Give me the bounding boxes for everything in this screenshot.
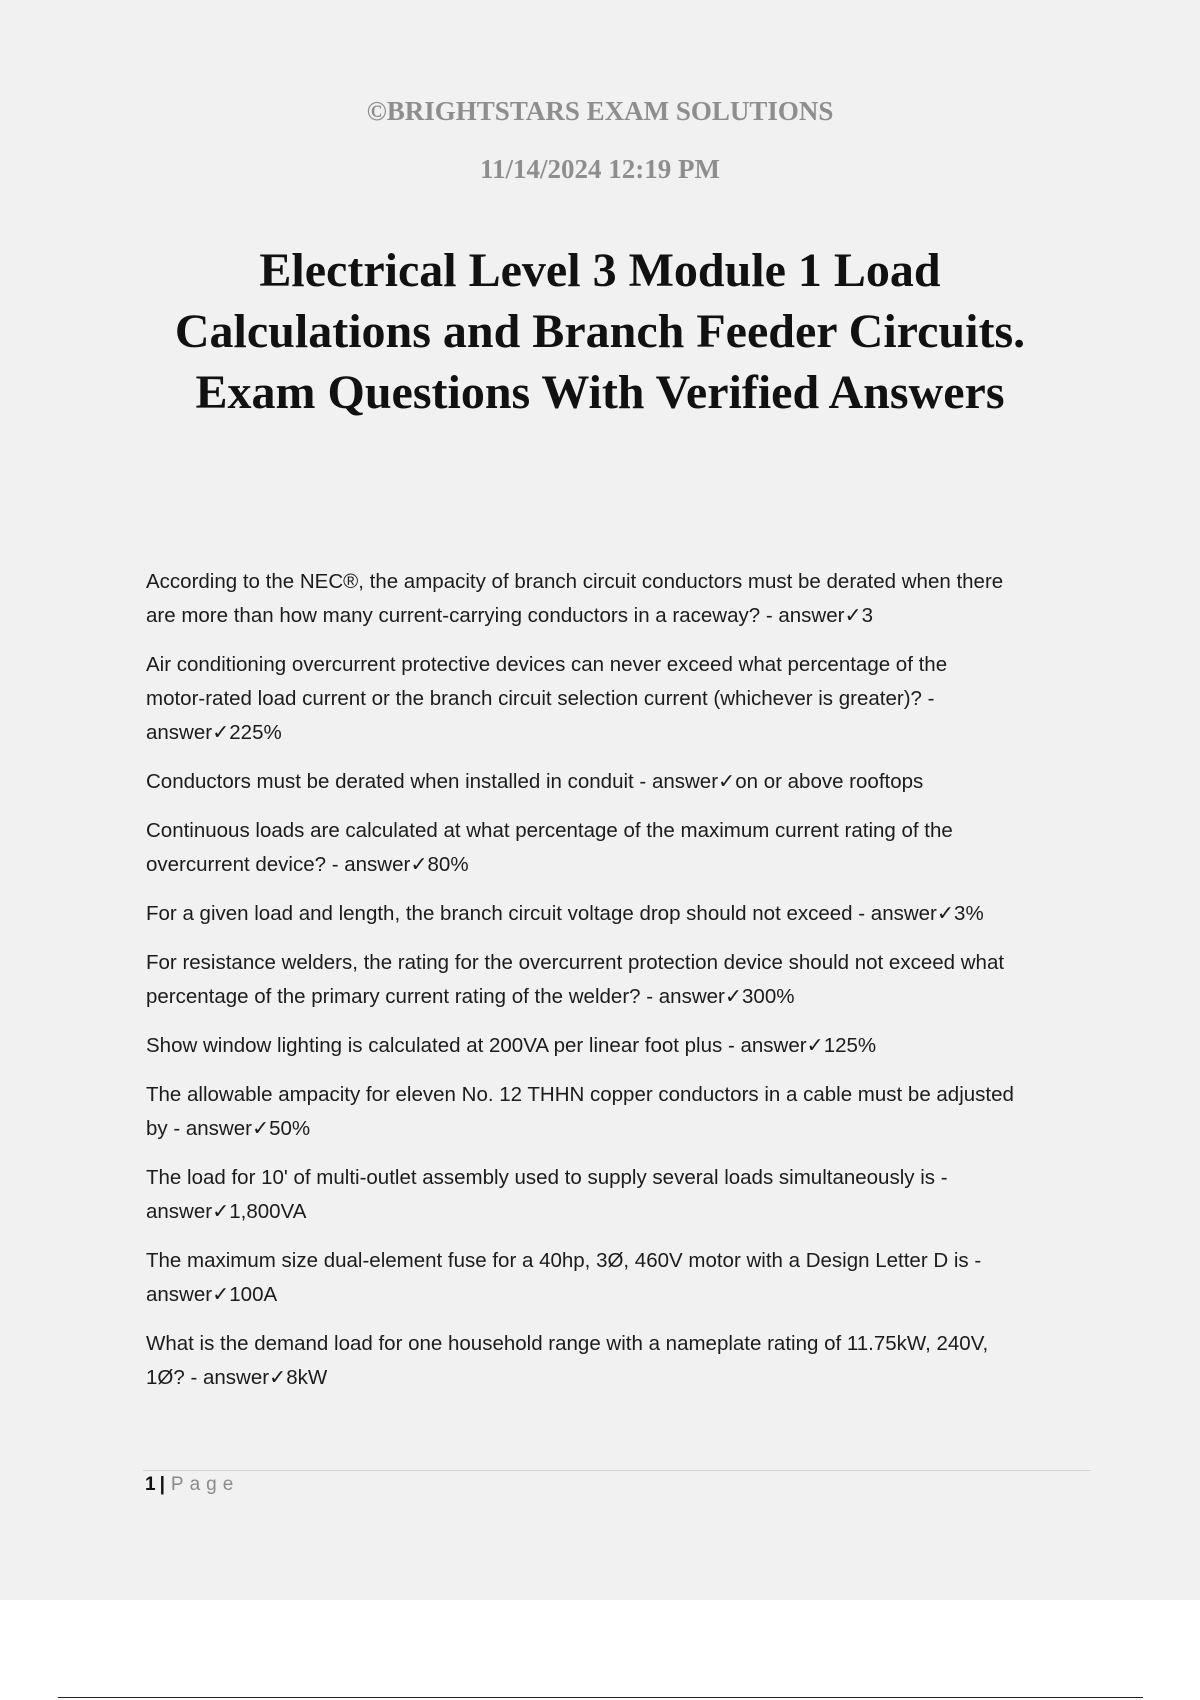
page-label: Page [170, 1474, 240, 1495]
qa-text-line: by - answer✓50% [146, 1117, 311, 1140]
qa-text-line: are more than how many current-carrying conductors in a raceway? - answer✓3 [146, 604, 874, 627]
question-answer-list [146, 565, 1106, 1410]
qa-text-line: percentage of the primary current rating of the welder? - answer✓300% [146, 985, 795, 1008]
bottom-divider [58, 1697, 1143, 1698]
qa-item [146, 1161, 1106, 1229]
qa-text-line: The maximum size dual-element fuse for a 40hp, 3Ø, 460V motor with a Design Letter D is - [146, 1249, 982, 1272]
qa-text-line: Continuous loads are calculated at what percentage of the maximum current rating of the [146, 819, 953, 842]
qa-item [146, 1244, 1106, 1312]
qa-text-line: According to the NEC®, the ampacity of branch circuit conductors must be derated when there [146, 570, 1004, 593]
qa-item [146, 814, 1106, 882]
qa-item [146, 1078, 1106, 1146]
qa-text-line: The load for 10' of multi-outlet assembly used to supply several loads simultaneously is - [146, 1166, 948, 1189]
qa-item [146, 1029, 1106, 1063]
qa-text-line: Air conditioning overcurrent protective devices can never exceed what percentage of the [146, 653, 948, 676]
page-number: 1 [145, 1474, 156, 1495]
title-line: Calculations and Branch Feeder Circuits. [174, 305, 1026, 358]
footer-divider [143, 1470, 1091, 1471]
qa-item [146, 648, 1106, 750]
qa-text-line: answer✓1,800VA [146, 1200, 307, 1223]
qa-text-line: For resistance welders, the rating for the overcurrent protection device should not exceed what [146, 951, 1005, 974]
qa-item [146, 897, 1106, 931]
qa-text-line: overcurrent device? - answer✓80% [146, 853, 469, 876]
title-line: Exam Questions With Verified Answers [195, 366, 1005, 419]
qa-text-line: answer✓100A [146, 1283, 278, 1306]
qa-item [146, 1327, 1106, 1395]
qa-text-line: 1Ø? - answer✓8kW [146, 1366, 328, 1389]
qa-text-line: Conductors must be derated when installed in conduit - answer✓on or above rooftops [146, 770, 924, 793]
qa-text-line: What is the demand load for one household range with a nameplate rating of 11.75kW, 240V, [146, 1332, 989, 1355]
page-footer [145, 1474, 239, 1496]
page-separator: | [159, 1474, 165, 1495]
qa-text-line: motor-rated load current or the branch circuit selection current (whichever is greater)? - [146, 687, 935, 710]
qa-text-line: The allowable ampacity for eleven No. 12 THHN copper conductors in a cable must be adjusted [146, 1083, 1014, 1106]
qa-item [146, 946, 1106, 1014]
qa-text-line: Show window lighting is calculated at 200VA per linear foot plus - answer✓125% [146, 1034, 877, 1057]
qa-text-line: For a given load and length, the branch circuit voltage drop should not exceed - answer✓3% [146, 902, 984, 925]
company-header: ©BRIGHTSTARS EXAM SOLUTIONS [366, 96, 834, 126]
qa-text-line: answer✓225% [146, 721, 282, 744]
date-header: 11/14/2024 12:19 PM [480, 154, 720, 184]
document-title [0, 240, 1200, 423]
title-line: Electrical Level 3 Module 1 Load [259, 244, 941, 297]
qa-item [146, 765, 1106, 799]
qa-item [146, 565, 1106, 633]
